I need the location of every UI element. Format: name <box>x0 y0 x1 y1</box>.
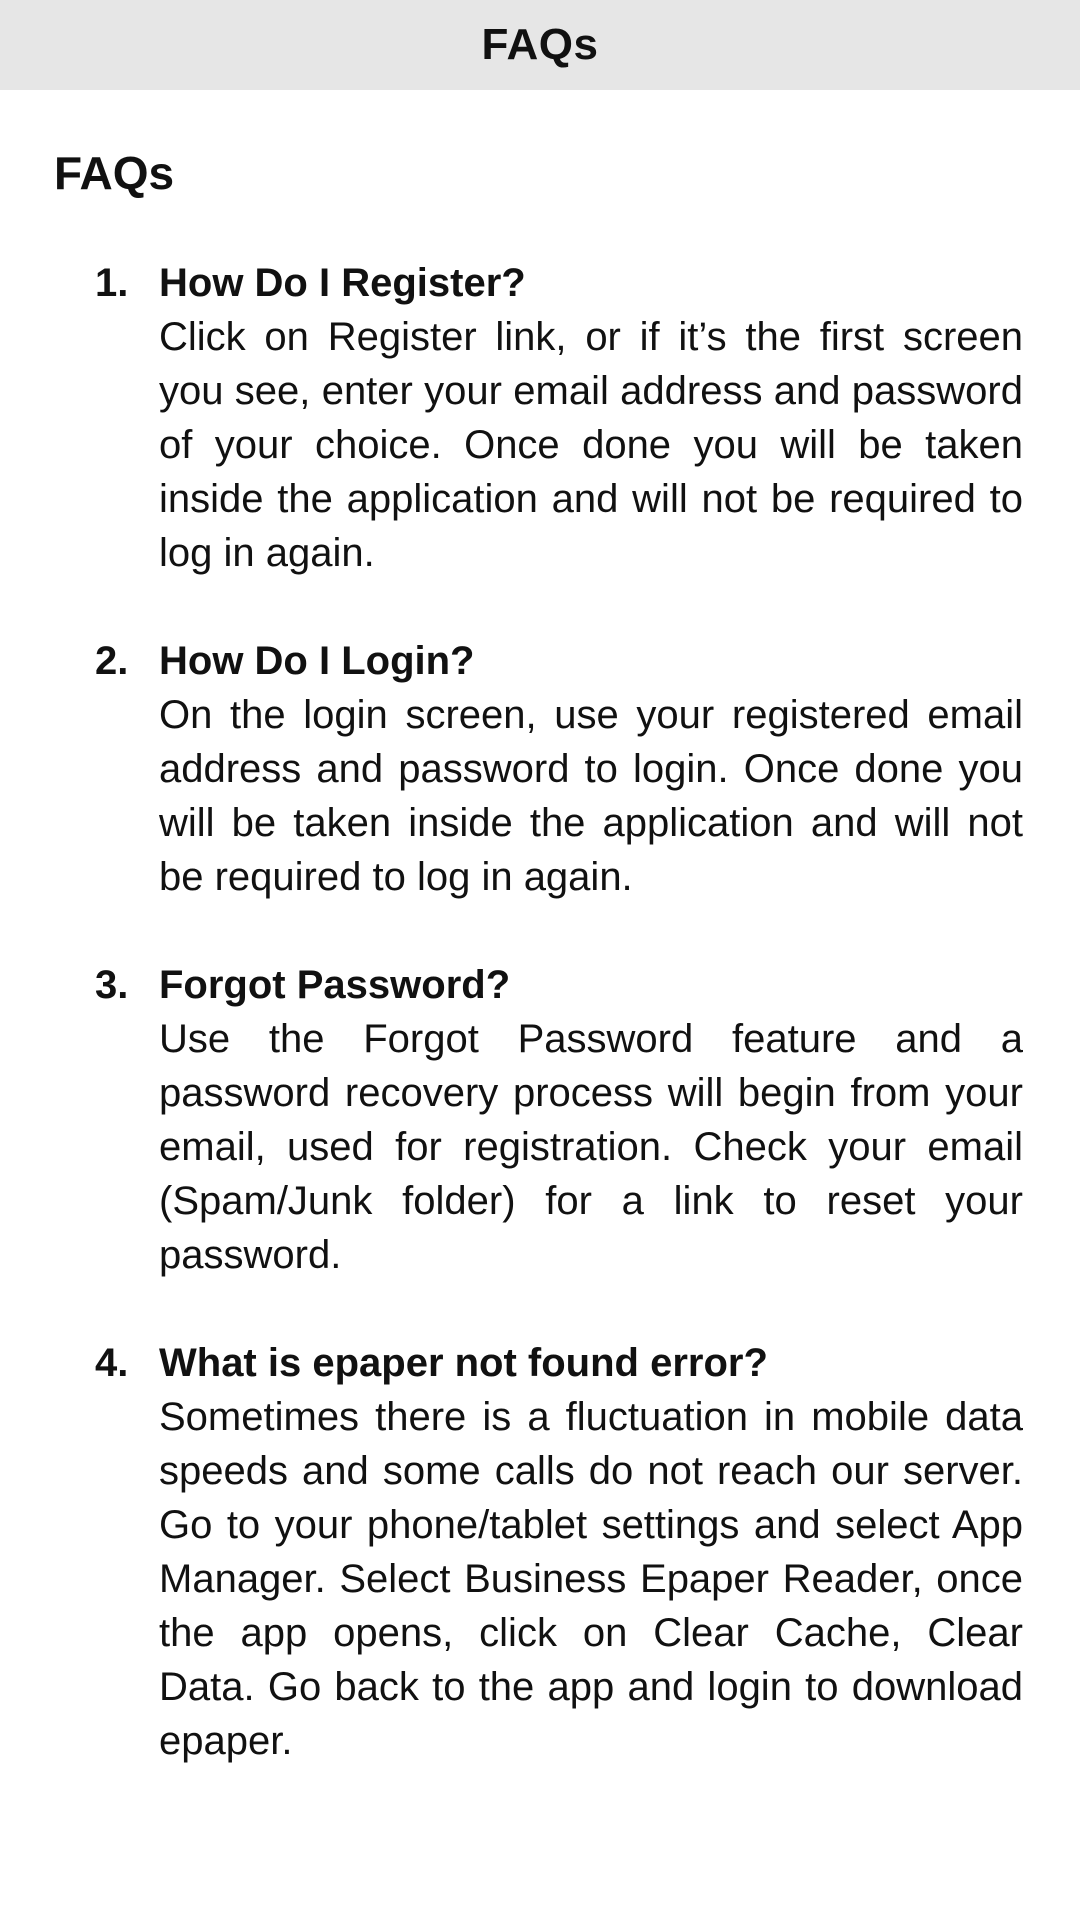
faq-question: How Do I Login? <box>159 639 475 683</box>
faq-answer: Click on Register link, or if it’s the first screen you see, enter your email address and password of your choice. Once done you will be taken inside the application and will not be required to log in again. <box>159 315 1023 575</box>
faq-question: What is epaper not found error? <box>159 1341 768 1385</box>
faq-number: 3. <box>95 963 129 1007</box>
page-heading: FAQs <box>54 147 175 199</box>
faq-answer: Sometimes there is a fluctuation in mobile data speeds and some calls do not reach our server. Go to your phone/tablet settings and select App Manager. Select Business Epaper Reader, once the app opens, click on Clear Cache, Clear Data. Go back to the app and login to download epaper. <box>159 1395 1023 1763</box>
faq-content[interactable] <box>0 90 1080 1920</box>
faq-item-register <box>0 256 1080 580</box>
app-bar <box>0 0 1080 90</box>
faq-question: How Do I Register? <box>159 261 526 305</box>
faq-number: 2. <box>95 639 129 683</box>
faq-item-epaper-error <box>0 1336 1080 1768</box>
faq-item-forgot-password <box>0 958 1080 1282</box>
faq-number: 4. <box>95 1341 129 1385</box>
faq-list <box>0 256 1080 1822</box>
faq-answer: Use the Forgot Password feature and a password recovery process will begin from your email, used for registration. Check your email (Spam/Junk folder) for a link to reset your password. <box>159 1017 1023 1277</box>
faq-question: Forgot Password? <box>159 963 511 1007</box>
app-bar-title: FAQs <box>481 20 599 69</box>
faq-item-login <box>0 634 1080 904</box>
faq-number: 1. <box>95 261 129 305</box>
faq-answer: On the login screen, use your registered email address and password to login. Once done you will be taken inside the application and will not be required to log in again. <box>159 693 1023 899</box>
